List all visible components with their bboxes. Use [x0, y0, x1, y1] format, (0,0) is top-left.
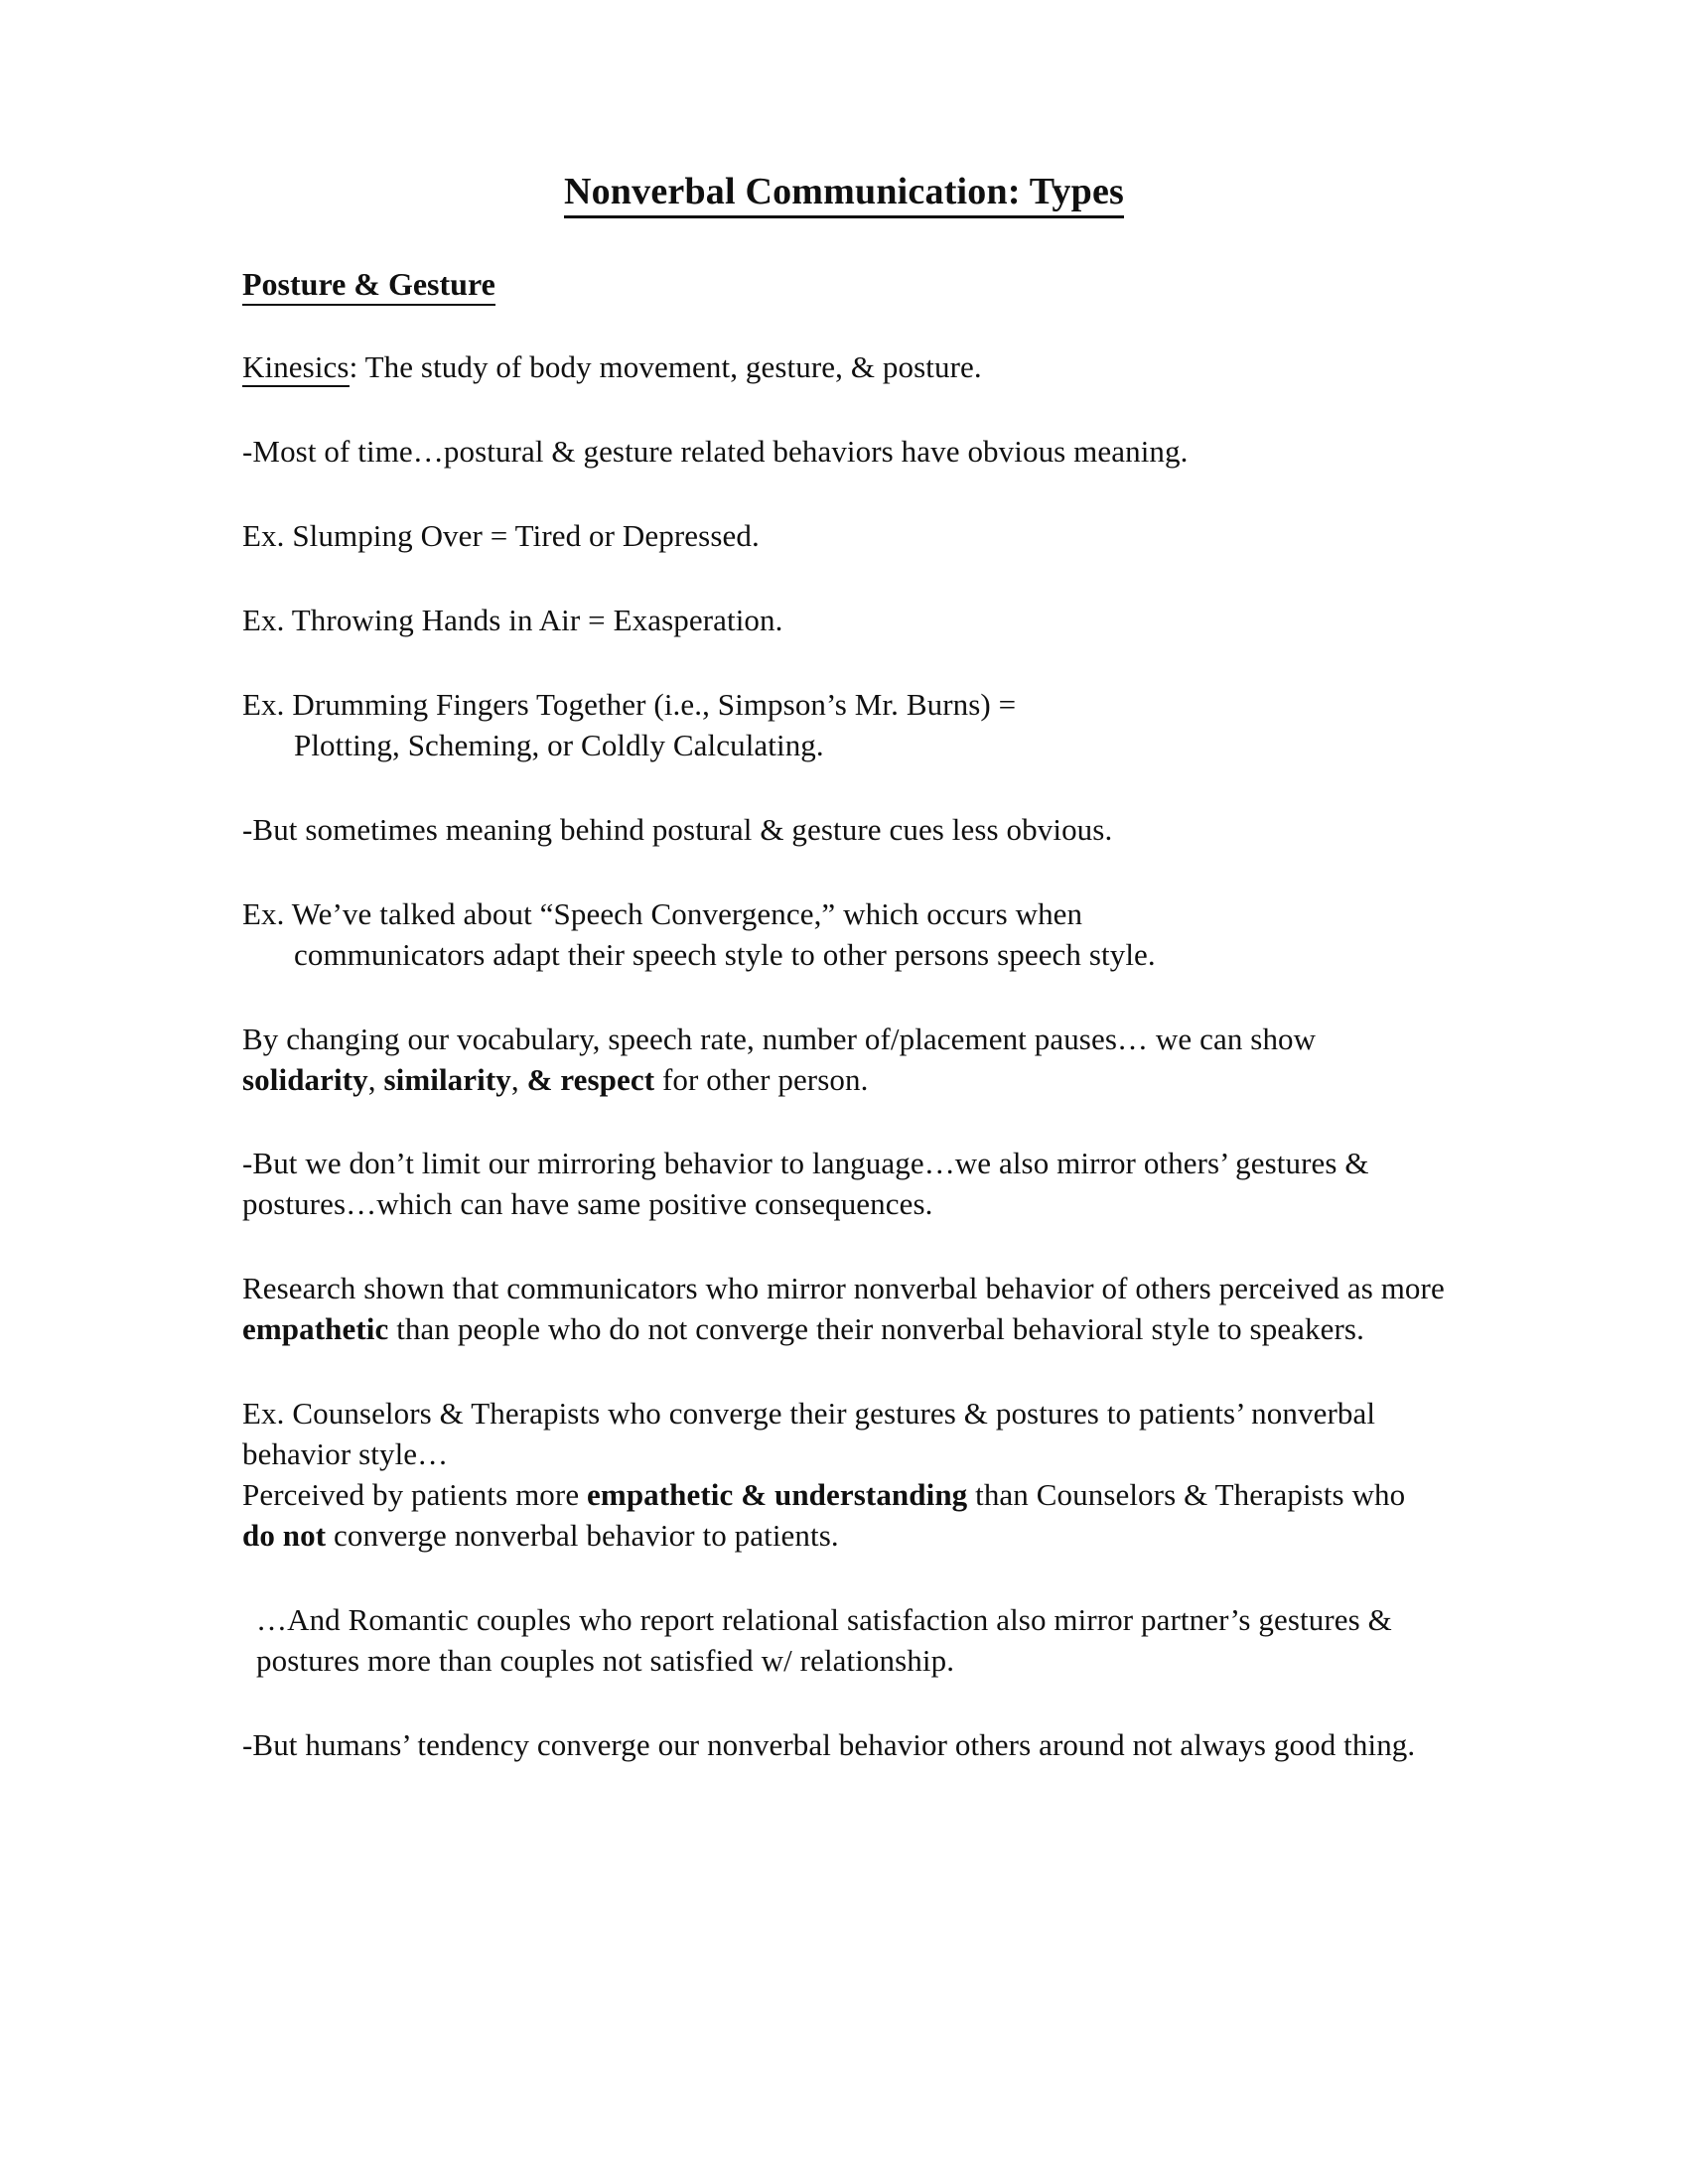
example-drumming-line-1: Ex. Drumming Fingers Together (i.e., Simpson’s Mr. Burns) =: [242, 687, 1017, 723]
paragraph-example-speech-convergence: [242, 894, 1446, 976]
page-title-text: Nonverbal Communication: Types: [564, 171, 1124, 218]
by-changing-separator-2: ,: [510, 1061, 527, 1097]
example-speech-line-2: communicators adapt their speech style to other persons speech style.: [294, 936, 1156, 972]
kinesics-term: Kinesics: [242, 349, 350, 387]
example-speech-line-1: Ex. We’ve talked about “Speech Convergence,” which occurs when: [242, 895, 1083, 931]
but-we-dont-text: -But we don’t limit our mirroring behavior to language…we also mirror others’ gestures & postures…which can have same positive consequences.: [242, 1146, 1369, 1222]
most-of-time-text: -Most of time…postural & gesture related behaviors have obvious meaning.: [242, 434, 1189, 470]
research-suffix: than people who do not converge their nonverbal behavioral style to speakers.: [388, 1311, 1364, 1347]
research-prefix: Research shown that communicators who mirror nonverbal behavior of others perceived as more: [242, 1271, 1445, 1306]
bold-do-not: do not: [242, 1517, 327, 1553]
paragraph-but-sometimes: [242, 810, 1446, 851]
bold-solidarity: solidarity: [242, 1061, 368, 1097]
counselors-line-2-prefix: Perceived by patients more: [242, 1476, 588, 1512]
example-throwing-hands-text: Ex. Throwing Hands in Air = Exasperation.: [242, 603, 783, 638]
section-heading-text: Posture & Gesture: [242, 266, 495, 306]
bold-respect: & respect: [526, 1061, 655, 1097]
paragraph-but-humans-tendency: [242, 1725, 1446, 1766]
paragraph-but-we-dont-limit: [242, 1144, 1446, 1225]
romantic-couples-text: …And Romantic couples who report relational satisfaction also mirror partner’s gestures & postures more than couples not satisfied w/ relationship.: [256, 1601, 1392, 1678]
paragraph-kinesics: [242, 347, 1446, 388]
paragraph-by-changing-vocabulary: [242, 1020, 1446, 1101]
counselors-line-2-suffix: converge nonverbal behavior to patients.: [326, 1517, 839, 1553]
bold-similarity: similarity: [383, 1061, 511, 1097]
bold-empathetic: empathetic: [242, 1311, 389, 1347]
counselors-line-2-middle: than Counselors & Therapists who: [967, 1476, 1406, 1512]
paragraph-research-shown: [242, 1269, 1446, 1350]
paragraph-romantic-couples: [242, 1600, 1446, 1682]
paragraph-example-drumming-fingers: [242, 685, 1446, 766]
counselors-line-1: Ex. Counselors & Therapists who converge their gestures & postures to patients’ nonverbal behavior style…: [242, 1396, 1376, 1471]
example-slumping-text: Ex. Slumping Over = Tired or Depressed.: [242, 518, 760, 554]
example-drumming-line-2: Plotting, Scheming, or Coldly Calculating.: [294, 728, 824, 763]
page-title: [242, 171, 1446, 214]
by-changing-suffix: for other person.: [654, 1061, 869, 1097]
by-changing-separator-1: ,: [367, 1061, 384, 1097]
by-changing-prefix: By changing our vocabulary, speech rate, number of/placement pauses… we can show: [242, 1021, 1317, 1056]
paragraph-example-throwing-hands: [242, 601, 1446, 641]
paragraph-example-slumping: [242, 516, 1446, 557]
but-sometimes-text: -But sometimes meaning behind postural & gesture cues less obvious.: [242, 811, 1113, 847]
bold-empathetic-understanding: empathetic & understanding: [587, 1476, 968, 1512]
paragraph-most-of-time: [242, 432, 1446, 473]
kinesics-definition: : The study of body movement, gesture, & posture.: [349, 349, 982, 385]
paragraph-example-counselors: [242, 1394, 1446, 1557]
section-heading: [242, 266, 1446, 303]
but-humans-text: -But humans’ tendency converge our nonverbal behavior others around not always good thing.: [242, 1726, 1416, 1762]
document-body: [242, 171, 1446, 1809]
